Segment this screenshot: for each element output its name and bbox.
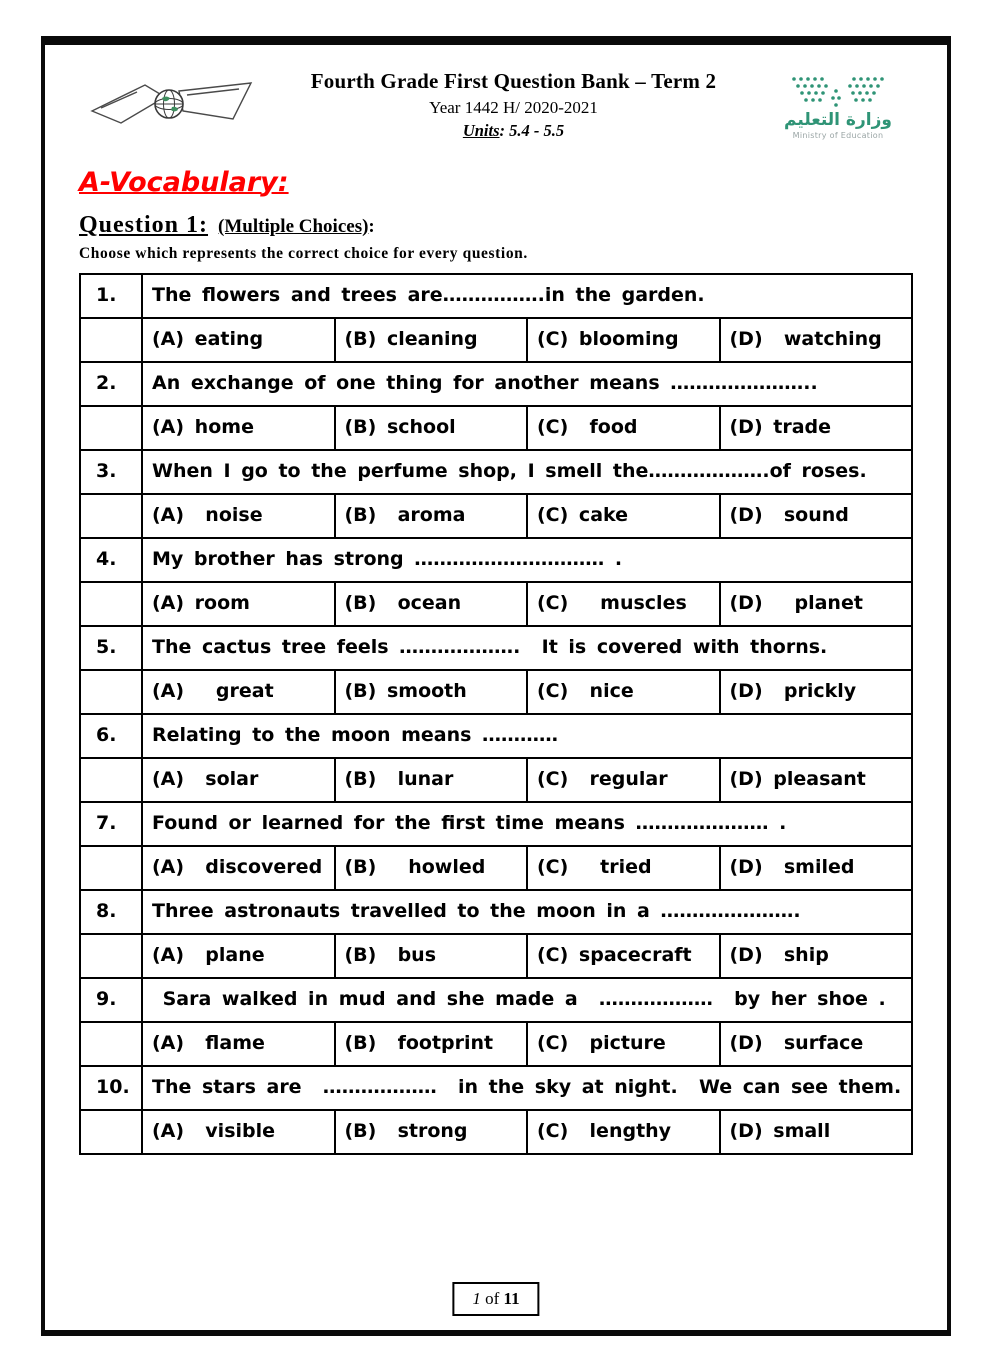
header <box>79 69 913 141</box>
question1-colon: : <box>368 216 375 237</box>
option-d: (D) small <box>729 1120 831 1142</box>
ministry-logo <box>763 69 913 140</box>
ministry-name-english: Ministry of Education <box>792 131 884 140</box>
option-a: (A) great <box>143 671 336 713</box>
question-row-4 <box>81 537 911 581</box>
option-d: (D) sound <box>729 504 849 526</box>
option-a: (A) visible <box>143 1111 336 1153</box>
question-text: Sara walked in mud and she made a ……………… by her shoe . <box>152 988 886 1010</box>
option-b: (B) ocean <box>336 583 529 625</box>
question-text: An exchange of one thing for another means ………………….. <box>152 372 818 394</box>
school-logo <box>79 69 264 137</box>
document-year: Year 1442 H/ 2020-2021 <box>429 98 598 117</box>
option-d: (D) prickly <box>729 680 857 702</box>
option-c: (C) picture <box>528 1023 721 1065</box>
empty-number-cell <box>81 1111 143 1153</box>
question-number: 4. <box>81 539 143 581</box>
empty-number-cell <box>81 847 143 889</box>
question-number: 9. <box>81 979 143 1021</box>
question-number: 2. <box>81 363 143 405</box>
option-a: (A) home <box>143 407 336 449</box>
question-row-3 <box>81 449 911 493</box>
empty-number-cell <box>81 495 143 537</box>
option-c: (C) spacecraft <box>528 935 721 977</box>
question-text: The cactus tree feels ………………. It is covered with thorns. <box>152 636 828 658</box>
options-row-4 <box>81 581 911 625</box>
empty-number-cell <box>81 407 143 449</box>
options-row-5 <box>81 669 911 713</box>
question-number: 10. <box>81 1067 143 1109</box>
option-c: (C) cake <box>528 495 721 537</box>
page-of-label: of <box>480 1289 504 1308</box>
units-label: Units <box>462 121 500 140</box>
instruction-text: Choose which represents the correct choice for every question. <box>79 245 528 262</box>
option-c: (C) lengthy <box>528 1111 721 1153</box>
option-b: (B) bus <box>336 935 529 977</box>
question-number: 5. <box>81 627 143 669</box>
question-row-8 <box>81 889 911 933</box>
option-b: (B) howled <box>336 847 529 889</box>
option-d: (D) surface <box>729 1032 864 1054</box>
option-d: (D) smiled <box>729 856 855 878</box>
section-heading-vocabulary: A-Vocabulary: <box>79 167 289 198</box>
question-number: 8. <box>81 891 143 933</box>
option-a: (A) room <box>143 583 336 625</box>
question1-type: (Multiple Choices) <box>218 216 369 237</box>
paper-globe-logo-graphic <box>87 75 257 137</box>
option-b: (B) cleaning <box>336 319 529 361</box>
question-text: Found or learned for the first time means ………………… . <box>152 812 787 834</box>
option-a: (A) plane <box>143 935 336 977</box>
option-a: (A) solar <box>143 759 336 801</box>
question-text: The stars are ……………… in the sky at night. We can see them. <box>152 1076 902 1098</box>
option-c: (C) regular <box>528 759 721 801</box>
question-row-9 <box>81 977 911 1021</box>
option-a: (A) flame <box>143 1023 336 1065</box>
question-number: 7. <box>81 803 143 845</box>
empty-number-cell <box>81 583 143 625</box>
option-c: (C) muscles <box>528 583 721 625</box>
option-c: (C) nice <box>528 671 721 713</box>
options-row-2 <box>81 405 911 449</box>
empty-number-cell <box>81 671 143 713</box>
option-b: (B) aroma <box>336 495 529 537</box>
question-text: The flowers and trees are…………….in the garden. <box>152 284 705 306</box>
questions-table <box>79 273 913 1155</box>
question1-label: Question 1: <box>79 212 209 238</box>
option-b: (B) strong <box>336 1111 529 1153</box>
ministry-dots-emblem <box>784 71 892 109</box>
document-title: Fourth Grade First Question Bank – Term 2 <box>310 69 717 93</box>
option-c: (C) food <box>528 407 721 449</box>
ministry-name-arabic: وزارة التعليم <box>784 110 892 130</box>
options-row-9 <box>81 1021 911 1065</box>
question1-heading <box>79 212 913 239</box>
question-text: When I go to the perfume shop, I smell the……………….of roses. <box>152 460 867 482</box>
question-text: My brother has strong ………………………… . <box>152 548 623 570</box>
question-number: 1. <box>81 275 143 317</box>
empty-number-cell <box>81 319 143 361</box>
options-row-6 <box>81 757 911 801</box>
page-current: 1 <box>472 1289 481 1308</box>
empty-number-cell <box>81 935 143 977</box>
option-b: (B) footprint <box>336 1023 529 1065</box>
option-d: (D) ship <box>729 944 829 966</box>
options-row-8 <box>81 933 911 977</box>
options-row-10 <box>81 1109 911 1153</box>
option-b: (B) smooth <box>336 671 529 713</box>
option-a: (A) discovered <box>143 847 336 889</box>
question-text: Three astronauts travelled to the moon in a …………………. <box>152 900 801 922</box>
option-d: (D) pleasant <box>729 768 866 790</box>
page-total: 11 <box>503 1289 520 1308</box>
option-d: (D) trade <box>729 416 832 438</box>
header-titles <box>264 69 763 141</box>
question-number: 6. <box>81 715 143 757</box>
option-c: (C) tried <box>528 847 721 889</box>
units-value: : 5.4 - 5.5 <box>499 121 565 140</box>
options-row-7 <box>81 845 911 889</box>
options-row-3 <box>81 493 911 537</box>
option-c: (C) blooming <box>528 319 721 361</box>
question-row-5 <box>81 625 911 669</box>
option-a: (A) eating <box>143 319 336 361</box>
question-row-10 <box>81 1065 911 1109</box>
question-row-1 <box>81 275 911 317</box>
empty-number-cell <box>81 759 143 801</box>
empty-number-cell <box>81 1023 143 1065</box>
option-b: (B) school <box>336 407 529 449</box>
question-row-6 <box>81 713 911 757</box>
question-row-2 <box>81 361 911 405</box>
option-b: (B) lunar <box>336 759 529 801</box>
options-row-1 <box>81 317 911 361</box>
option-d: (D) planet <box>729 592 863 614</box>
page-number-box <box>452 1282 539 1316</box>
question-row-7 <box>81 801 911 845</box>
question-number: 3. <box>81 451 143 493</box>
question-text: Relating to the moon means ………… <box>152 724 559 746</box>
option-d: (D) watching <box>729 328 882 350</box>
document-units <box>264 121 763 141</box>
page-frame <box>41 36 951 1336</box>
option-a: (A) noise <box>143 495 336 537</box>
